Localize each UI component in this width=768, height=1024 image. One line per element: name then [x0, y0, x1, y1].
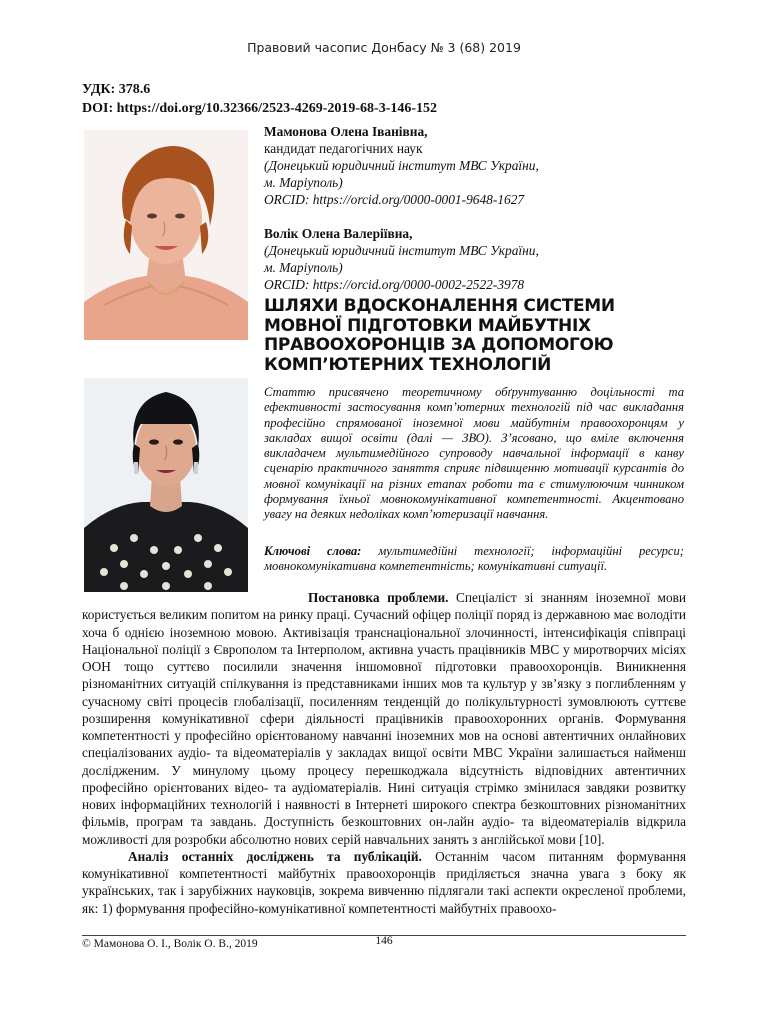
journal-running-head: Правовий часопис Донбасу № 3 (68) 2019 — [247, 40, 521, 55]
author-1-city: м. Маріуполь) — [264, 175, 343, 190]
doi-link[interactable]: DOI: https://doi.org/10.32366/2523-4269-2019-68-3-146-152 — [82, 101, 438, 116]
author-2-affiliation: (Донецький юридичний інститут МВС України, — [264, 243, 539, 258]
authors-block — [264, 123, 694, 293]
title-line-2: МОВНОЇ ПІДГОТОВКИ МАЙБУТНІХ — [264, 315, 591, 336]
page-number: 146 — [375, 935, 393, 947]
author-2-orcid[interactable]: ORCID: https://orcid.org/0000-0002-2522-3978 — [264, 277, 525, 292]
udk-code: УДК: 378.6 — [82, 82, 151, 97]
author-1-name: Мамонова Олена Іванівна, — [264, 124, 428, 139]
author-2-city: м. Маріуполь) — [264, 260, 343, 275]
problem-statement-heading: Постановка проблеми. — [308, 590, 449, 605]
problem-statement-paragraph — [82, 589, 686, 848]
title-line-3: ПРАВООХОРОНЦІВ ЗА ДОПОМОГОЮ — [264, 335, 614, 355]
keywords — [264, 544, 684, 575]
author-photo-volik — [84, 378, 248, 592]
keywords-label: Ключові слова: — [264, 544, 362, 558]
literature-review-heading: Аналіз останніх досліджень та публікацій. — [128, 848, 422, 864]
abstract: Статтю присвячено теоретичному обґрунтуванню доцільності та ефективності застосування комп’ютерних технологій під час викладання професійно спрямованої іноземної мови майбутнім правоохоронцям у закладах вищої освіти (далі — ЗВО). З’ясовано, що вмілe включення викладачем мультимедійного супроводу навчальної інформації в канву сценарію практичного заняття сприяє підвищенню мотивації курсантів до мовної комунікації на різних етапах роботи та є стимулюючим чинником формування їхньої мовнокомунікативної компетентності. Акцентовано увагу на деяких недоліках комп’ютеризації навчання. — [264, 385, 684, 522]
article-body — [82, 589, 686, 917]
author-photo-mamonova — [84, 130, 248, 340]
copyright-note: © Мамонова О. І., Волік О. В., 2019 — [82, 938, 258, 950]
author-1-degree: кандидат педагогічних наук — [264, 141, 423, 156]
article-title — [264, 297, 684, 375]
title-line-4: КОМП’ЮТЕРНИХ ТЕХНОЛОГІЙ — [264, 354, 552, 375]
author-1-orcid[interactable]: ORCID: https://orcid.org/0000-0001-9648-1627 — [264, 192, 525, 207]
author-1-affiliation: (Донецький юридичний інститут МВС України, — [264, 158, 539, 173]
title-line-1: ШЛЯХИ ВДОСКОНАЛЕННЯ СИСТЕМИ — [264, 296, 615, 316]
problem-statement-text: Спеціаліст зі знанням іноземної мови користується великим попитом на ринку праці. Сучасний офіцер поліції поряд із державною має володіти хоча б однією іноземною мовою. Активізація транснаціональної злочинності, інтенсифікація співпраці Національної поліції з Європолом та Інтерполом, активна участь працівників МВС у миротворчих місіях ООН тощо суттєво посилили значення іншомовної підготовки правоохоронців. Виникнення різноманітних ситуацій спілкування із представниками інших мов та культур у зв’язку з поглибленням у сучасному світі процесів глобалізації, посиленням тенденцій до полікультурності зумовлюють суттєве розширення комунікативної сфери діяльності працівників правоохоронних органів. Формування компетентності у професійно орієнтованому навчанні іноземних мов на основі автентичних онлайнових спеціалізованих аудіо- та відеоматеріалів у закладах вищої освіти МВС України залишається найменш дослідженим. У минулому цьому процесу перешкоджала відсутність відповідних автентичних професійно орієнтованих відео- та аудіоматеріалів. Нині ситуація стрімко змінилася завдяки розвитку нових інформаційних технологій і наявності в Інтернеті широкого спектра безкоштовних різноманітних фільмів, програм та завдань. Доступність безкоштовних он-лайн аудіо- та відеоматеріалів відкрила можливості для розробки абсолютно нових серій навчальних занять з англійської мови [10]. — [82, 590, 686, 847]
literature-review-text: Останнім часом питанням формування комунікативної компетентності майбутніх правоохоронців приділяється значна увага з боку як українських, так і зарубіжних науковців, зокрема вивченню підлягали такі аспекти окресленої проблеми, як: 1) формування професійно-комунікативної компетентності майбутніх правоохо- — [82, 848, 686, 916]
keywords-list: мультимедійні технології; інформаційні ресурси; мовнокомунікативна компетентність; комунікативні ситуації. — [264, 544, 685, 574]
author-2-name: Волік Олена Валеріївна, — [264, 226, 413, 241]
literature-review-paragraph — [82, 848, 686, 917]
